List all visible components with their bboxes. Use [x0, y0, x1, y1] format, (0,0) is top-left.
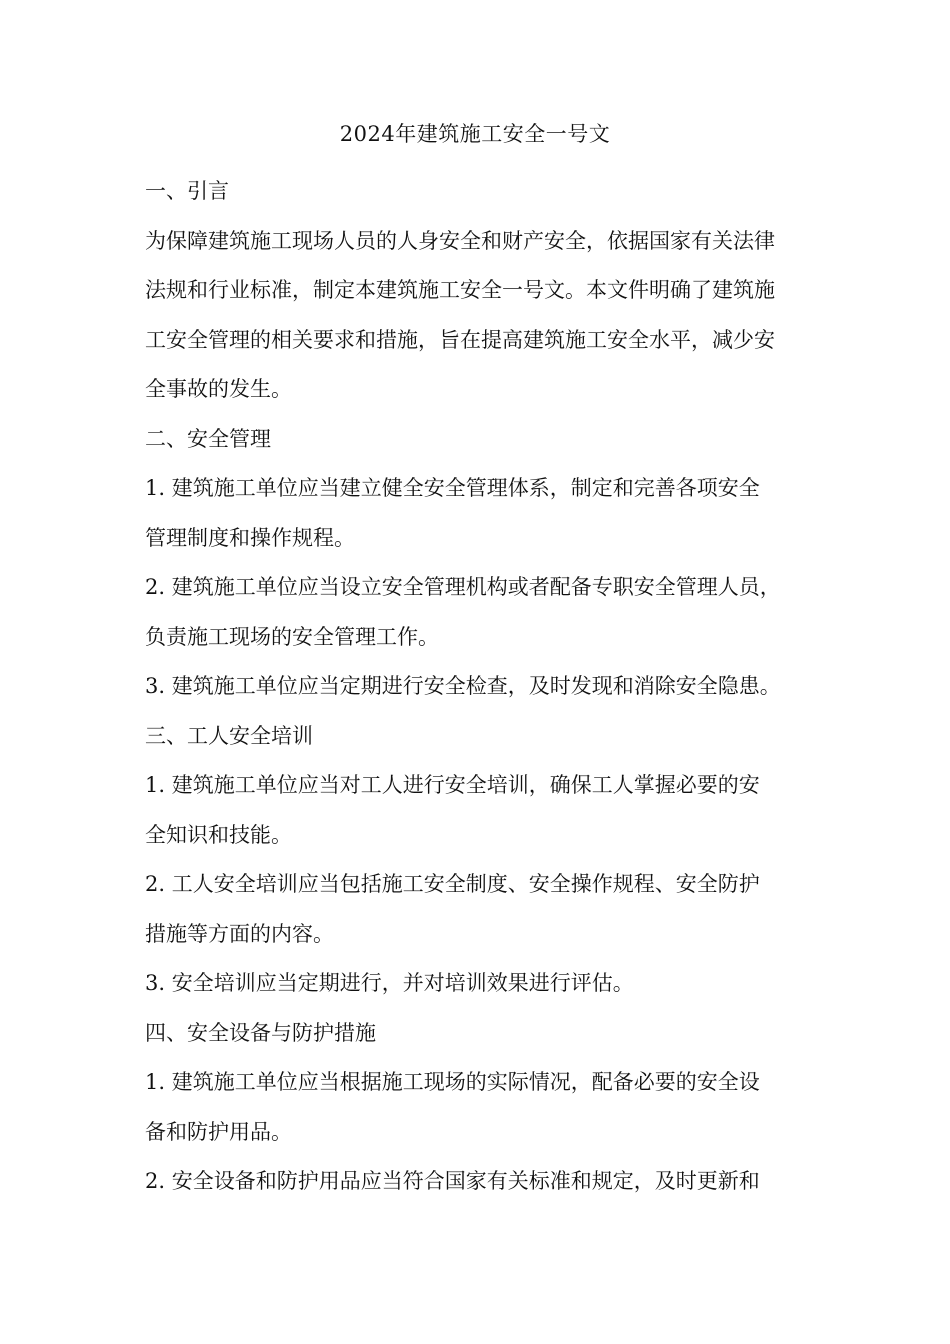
paragraph-line: 工安全管理的相关要求和措施，旨在提高建筑施工安全水平，减少安 — [145, 327, 775, 352]
list-item-line: 1. 建筑施工单位应当对工人进行安全培训，确保工人掌握必要的安 — [145, 773, 760, 797]
list-item-line: 措施等方面的内容。 — [145, 921, 334, 946]
list-item-line: 2. 建筑施工单位应当设立安全管理机构或者配备专职安全管理人员， — [145, 575, 781, 599]
paragraph-line: 为保障建筑施工现场人员的人身安全和财产安全，依据国家有关法律 — [145, 228, 775, 253]
list-item-line: 2. 安全设备和防护用品应当符合国家有关标准和规定，及时更新和 — [145, 1169, 760, 1193]
list-item-line: 管理制度和操作规程。 — [145, 525, 355, 550]
document-title: 2024年建筑施工安全一号文 — [339, 122, 611, 146]
paragraph-line: 法规和行业标准，制定本建筑施工安全一号文。本文件明确了建筑施 — [145, 278, 775, 302]
list-item-line: 2. 工人安全培训应当包括施工安全制度、安全操作规程、安全防护 — [145, 872, 760, 896]
list-item-line: 1. 建筑施工单位应当建立健全安全管理体系，制定和完善各项安全 — [145, 476, 760, 500]
list-item-line: 3. 安全培训应当定期进行，并对培训效果进行评估。 — [145, 971, 634, 995]
section-heading-worker-training: 三、工人安全培训 — [145, 723, 313, 748]
list-item-line: 3. 建筑施工单位应当定期进行安全检查，及时发现和消除安全隐患。 — [145, 674, 781, 698]
list-item-line: 1. 建筑施工单位应当根据施工现场的实际情况，配备必要的安全设 — [145, 1070, 760, 1094]
section-heading-intro: 一、引言 — [145, 179, 229, 203]
document-body — [145, 167, 815, 1207]
list-item-line: 全知识和技能。 — [145, 822, 292, 847]
paragraph-line: 全事故的发生。 — [145, 377, 292, 401]
list-item-line: 备和防护用品。 — [145, 1119, 292, 1144]
section-heading-safety-equipment: 四、安全设备与防护措施 — [145, 1020, 376, 1045]
list-item-line: 负责施工现场的安全管理工作。 — [145, 624, 439, 649]
section-heading-safety-management: 二、安全管理 — [145, 426, 271, 451]
